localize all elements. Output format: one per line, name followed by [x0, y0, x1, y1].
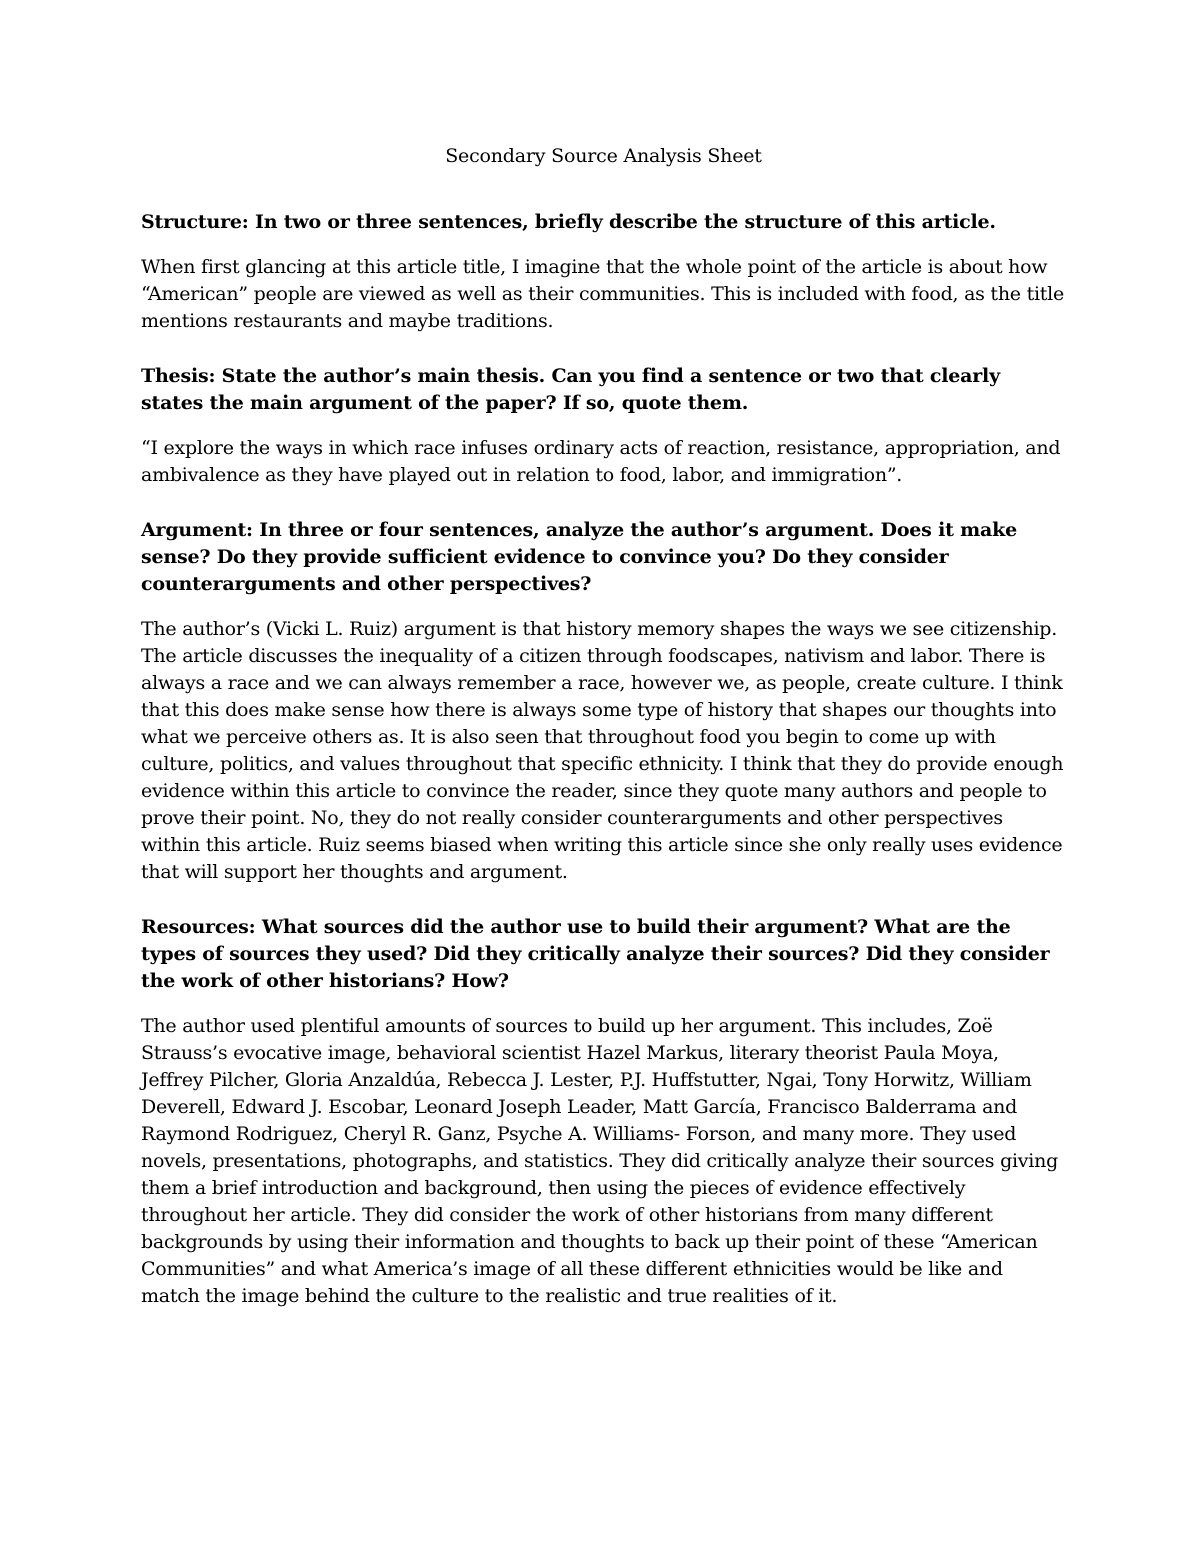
section-body-resources: The author used plentiful amounts of sources to build up her argument. This includes, Zoë Strauss’s evocative image, behavioral scientist Hazel Markus, literary theorist Paula Moya, Jeffrey Pilcher, Gloria Anzaldúa, Rebecca J. Lester, P.J. Huffstutter, Ngai, Tony Horwitz, William Deverell, Edward J. Escobar, Leonard Joseph Leader, Matt García, Francisco Balderrama and Raymond Rodriguez, Cheryl R. Ganz, Psyche A. Williams- Forson, and many more. They used novels, presentations, photographs, and statistics. They did critically analyze their sources giving them a brief introduction and background, then using the pieces of evidence effectively throughout her article. They did consider the work of other historians from many different backgrounds by using their information and thoughts to back up their point of these “American Communities” and what America’s image of all these different ethnicities would be like and match the image behind the culture to the realistic and true realities of it.: [141, 1015, 1059, 1307]
section-body-argument: The author’s (Vicki L. Ruiz) argument is that history memory shapes the ways we see citizenship. The article discusses the inequality of a citizen through foodscapes, nativism and labor. There is always a race and we can always remember a race, however we, as people, create culture. I think that this does make sense how there is always some type of history that shapes our thoughts into what we perceive others as. It is also seen that throughout food you begin to come up with culture, politics, and values throughout that specific ethnicity. I think that they do provide enough evidence within this article to convince the reader, since they quote many authors and people to prove their point. No, they do not really consider counterarguments and other perspectives within this article. Ruiz seems biased when writing this article since she only really uses evidence that will support her thoughts and argument.: [141, 618, 1064, 883]
document-title: Secondary Source Analysis Sheet: [445, 145, 762, 167]
section-thesis: [141, 363, 1066, 489]
section-body-structure: When first glancing at this article title, I imagine that the whole point of the article is about how “American” people are viewed as well as their communities. This is included with food, as the title mentions restaurants and maybe traditions.: [141, 256, 1065, 332]
section-argument: [141, 517, 1066, 886]
section-heading-thesis: Thesis: State the author’s main thesis. Can you find a sentence or two that clearly states the main argument of the paper? If so, quote them.: [141, 365, 1000, 414]
section-heading-argument: Argument: In three or four sentences, analyze the author’s argument. Does it make sense? Do they provide sufficient evidence to convince you? Do they consider counterarguments and other perspectives?: [141, 519, 1017, 595]
section-resources: [141, 914, 1066, 1310]
section-body-thesis: “I explore the ways in which race infuses ordinary acts of reaction, resistance, appropriation, and ambivalence as they have played out in relation to food, labor, and immigration”.: [141, 437, 1061, 486]
section-heading-resources: Resources: What sources did the author use to build their argument? What are the types of sources they used? Did they critically analyze their sources? Did they consider the work of other historians? How?: [141, 916, 1050, 992]
section-structure: [141, 209, 1066, 335]
document-content: [141, 143, 1066, 1338]
section-heading-structure: Structure: In two or three sentences, briefly describe the structure of this article.: [141, 211, 996, 233]
